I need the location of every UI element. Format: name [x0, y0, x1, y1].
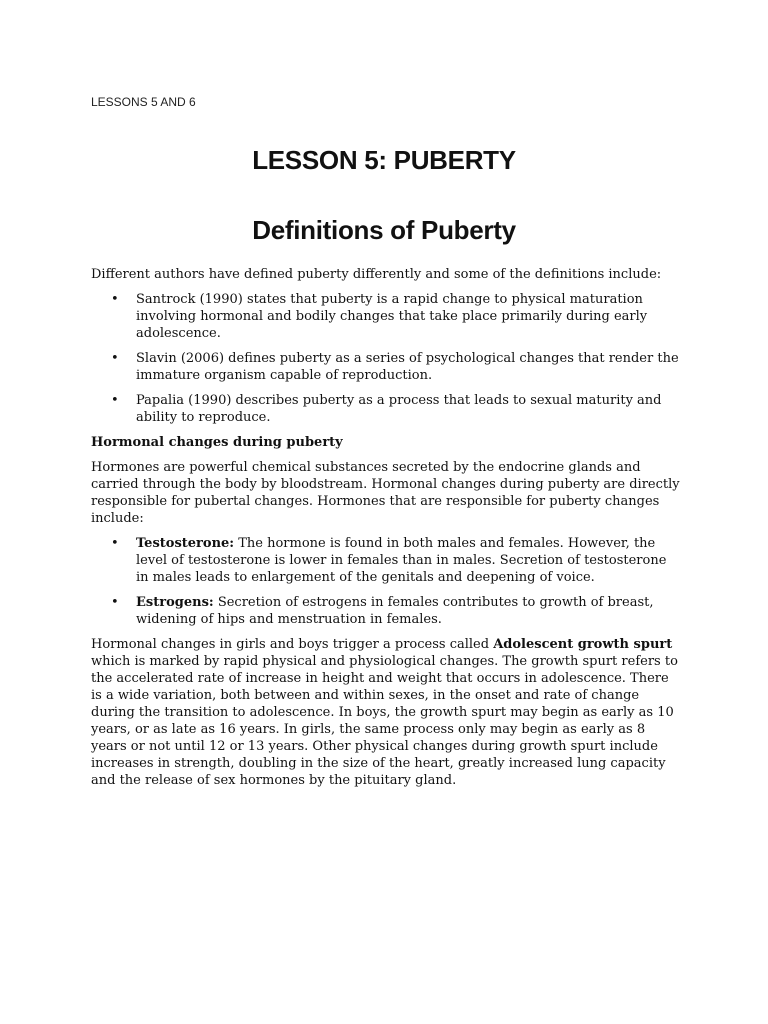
definition-text: Slavin (2006) defines puberty as a series of psychological changes that render the immature organism capable of reproduction. [136, 351, 679, 383]
section-title: Definitions of Puberty [252, 215, 516, 245]
growth-lead-text: Hormonal changes in girls and boys trigger a process called [91, 637, 494, 652]
document-body [91, 266, 681, 797]
hormonal-intro-paragraph: Hormones are powerful chemical substances secreted by the endocrine glands and carried through the body by bloodstream. Hormonal changes during puberty are directly responsible for pubertal changes. Hormones that are responsible for puberty changes include: [91, 460, 680, 526]
page-header: LESSONS 5 AND 6 [91, 95, 196, 109]
growth-spurt-term: Adolescent growth spurt [493, 637, 673, 652]
list-item [91, 535, 681, 586]
definitions-list [91, 291, 681, 426]
definition-text: Papalia (1990) describes puberty as a process that leads to sexual maturity and ability to reproduce. [136, 393, 662, 425]
list-item [91, 392, 681, 426]
hormone-name: Testosterone: [136, 536, 235, 551]
hormone-description: The hormone is found in both males and females. However, the level of testosterone is lower in females than in males. Secretion of testosterone in males leads to enlargement of the genitals and deepening of voice. [136, 536, 667, 585]
bullet-icon: • [111, 292, 119, 307]
growth-spurt-paragraph [91, 636, 681, 789]
hormonal-heading: Hormonal changes during puberty [91, 435, 343, 450]
bullet-icon: • [111, 595, 119, 610]
list-item [91, 594, 681, 628]
bullet-icon: • [111, 351, 119, 366]
definition-text: Santrock (1990) states that puberty is a rapid change to physical maturation involving hormonal and bodily changes that take place primarily during early adolescence. [136, 292, 648, 341]
bullet-icon: • [111, 536, 119, 551]
hormone-name: Estrogens: [136, 595, 214, 610]
list-item [91, 350, 681, 384]
bullet-icon: • [111, 393, 119, 408]
hormone-description: Secretion of estrogens in females contributes to growth of breast, widening of hips and menstruation in females. [136, 595, 654, 627]
lesson-title: LESSON 5: PUBERTY [252, 145, 516, 175]
hormones-list [91, 535, 681, 628]
intro-paragraph: Different authors have defined puberty differently and some of the definitions include: [91, 267, 662, 282]
growth-body-text: which is marked by rapid physical and physiological changes. The growth spurt refers to the accelerated rate of increase in height and weight that occurs in adolescence. There is a wide variation, both between and within sexes, in the onset and rate of change during the transition to adolescence. In boys, the growth spurt may begin as early as 10 years, or as late as 16 years. In girls, the same process only may begin as early as 8 years or not until 12 or 13 years. Other physical changes during growth spurt include increases in strength, doubling in the size of the heart, greatly increased lung capacity and the release of sex hormones by the pituitary gland. [91, 654, 678, 788]
list-item [91, 291, 681, 342]
